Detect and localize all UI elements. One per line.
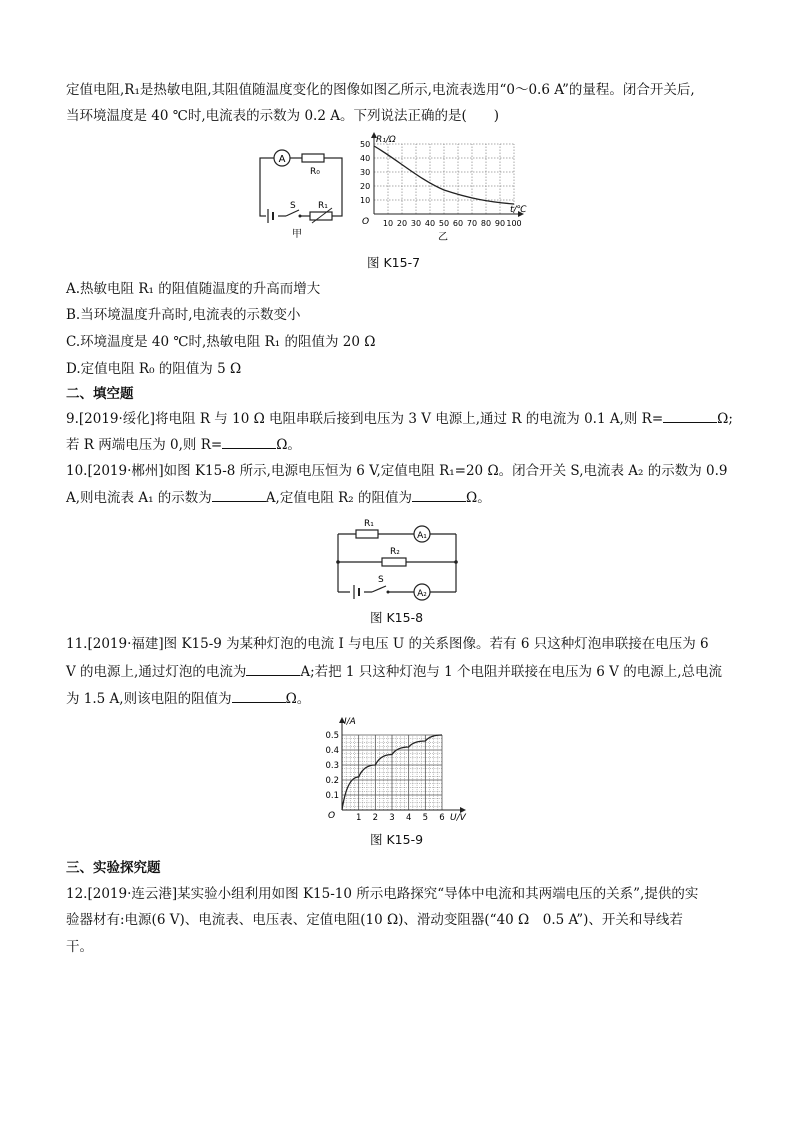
q9-blank-2[interactable] (222, 434, 276, 449)
figure-k15-9-chart (318, 714, 478, 826)
r1-label: R₁ (318, 201, 328, 211)
q11-blank-1[interactable] (246, 661, 300, 676)
yi-ytick: 30 (360, 168, 371, 177)
q12-line-3: 干。 (66, 939, 93, 955)
section-experiment: 三、实验探究题 (66, 860, 161, 876)
iu-ytick: 0.2 (325, 776, 339, 786)
yi-xtick: 60 (452, 219, 464, 228)
iu-ytick: 0.3 (325, 761, 339, 771)
a2-label: A₂ (417, 589, 427, 599)
figure-k15-8-caption: 图 K15-8 (370, 610, 424, 625)
iu-xtick: 2 (372, 813, 379, 823)
q10-line-1: 10.[2019·郴州]如图 K15-8 所示,电源电压恒为 6 V,定值电阻 R₁=20 Ω。闭合开关 S,电流表 A₂ 的示数为 0.9 (66, 463, 728, 479)
yi-ytick: 50 (360, 140, 371, 149)
yi-xtick: 30 (410, 219, 422, 228)
resistor-r2 (382, 558, 406, 566)
switch-label: S (290, 201, 296, 211)
figure-k15-9-caption: 图 K15-9 (370, 832, 424, 847)
yi-ytick: 20 (360, 182, 371, 191)
q11-blank-2[interactable] (232, 688, 286, 703)
k15-8-s-label: S (378, 575, 384, 585)
iu-origin: O (328, 811, 336, 821)
yi-xtick: 80 (480, 219, 492, 228)
k15-8-r1-label: R₁ (364, 519, 374, 529)
q8-line-2: 当环境温度是 40 ℃时,电流表的示数为 0.2 A。下列说法正确的是( ) (66, 108, 499, 124)
yi-origin: O (362, 217, 370, 227)
jia-label: 甲 (292, 229, 302, 240)
iu-xtick: 6 (439, 813, 445, 823)
iu-ylabel: I/A (344, 717, 356, 727)
yi-xtick: 20 (396, 219, 408, 228)
figure-yi-graph (358, 132, 538, 244)
section-fill-in: 二、填空题 (66, 386, 134, 402)
yi-xtick: 90 (494, 219, 506, 228)
yi-ytick: 40 (360, 154, 371, 163)
q9-line-1: 9.[2019·绥化]将电阻 R 与 10 Ω 电阻串联后接到电压为 3 V 电源上,通过 R 的电流为 0.1 A,则 R= Ω; (66, 408, 733, 429)
yi-xtick: 50 (438, 219, 450, 228)
figure-jia-circuit (252, 140, 352, 240)
q8-line-1: 定值电阻,R₁是热敏电阻,其阻值随温度变化的图像如图乙所示,电流表选用“0～0.6 A”的量程。闭合开关后, (66, 82, 695, 98)
option-d: D.定值电阻 R₀ 的阻值为 5 Ω (66, 361, 242, 377)
figure-k15-7-caption: 图 K15-7 (367, 255, 421, 270)
q10-line-2: A,则电流表 A₁ 的示数为 A,定值电阻 R₂ 的阻值为 Ω。 (66, 487, 491, 508)
k15-8-r2-label: R₂ (390, 547, 400, 557)
iu-ytick: 0.4 (325, 746, 339, 756)
q10-blank-2[interactable] (412, 487, 466, 502)
q11-line-2: V 的电源上,通过灯泡的电流为 A;若把 1 只这种灯泡与 1 个电阻并联接在电压为 6 V 的电源上,总电流 (66, 661, 722, 682)
q9-blank-1[interactable] (663, 408, 717, 423)
figure-k15-8-circuit (332, 516, 462, 602)
resistor-r0 (302, 154, 324, 162)
q9-line-2: 若 R 两端电压为 0,则 R= Ω。 (66, 434, 301, 455)
yi-ytick: 10 (360, 196, 371, 205)
yi-xlabel: t/℃ (510, 205, 527, 215)
iu-xtick: 1 (355, 813, 362, 823)
q12-line-1: 12.[2019·连云港]某实验小组利用如图 K15-10 所示电路探究“导体中电流和其两端电压的关系”,提供的实 (66, 886, 699, 902)
resistor-r1 (356, 530, 378, 538)
iu-ytick: 0.5 (325, 731, 339, 741)
q11-line-3: 为 1.5 A,则该电阻的阻值为 Ω。 (66, 688, 310, 709)
yi-grid (374, 144, 514, 214)
r0-label: R₀ (310, 167, 320, 177)
yi-xtick: 70 (466, 219, 478, 228)
option-a: A.热敏电阻 R₁ 的阻值随温度的升高而增大 (66, 281, 321, 297)
yi-label: 乙 (438, 232, 448, 243)
iu-xtick: 3 (389, 813, 395, 823)
iu-xtick: 5 (422, 813, 429, 823)
yi-ylabel: R₁/Ω (376, 135, 396, 145)
iu-xlabel: U/V (450, 813, 466, 823)
yi-xtick: 10 (382, 219, 394, 228)
q10-blank-1[interactable] (212, 487, 266, 502)
option-c: C.环境温度是 40 ℃时,热敏电阻 R₁ 的阻值为 20 Ω (66, 334, 376, 350)
yi-xtick: 100 (506, 219, 522, 228)
ammeter-label: A (278, 154, 286, 165)
iu-xtick: 4 (405, 813, 412, 823)
option-b: B.当环境温度升高时,电流表的示数变小 (66, 307, 301, 323)
yi-xtick: 40 (424, 219, 436, 228)
q11-line-1: 11.[2019·福建]图 K15-9 为某种灯泡的电流 I 与电压 U 的关系图像。若有 6 只这种灯泡串联接在电压为 6 (66, 636, 709, 652)
iu-ytick: 0.1 (325, 791, 339, 801)
a1-label: A₁ (417, 531, 427, 541)
q12-line-2: 验器材有:电源(6 V)、电流表、电压表、定值电阻(10 Ω)、滑动变阻器(“40 Ω 0.5 A”)、开关和导线若 (66, 912, 683, 928)
